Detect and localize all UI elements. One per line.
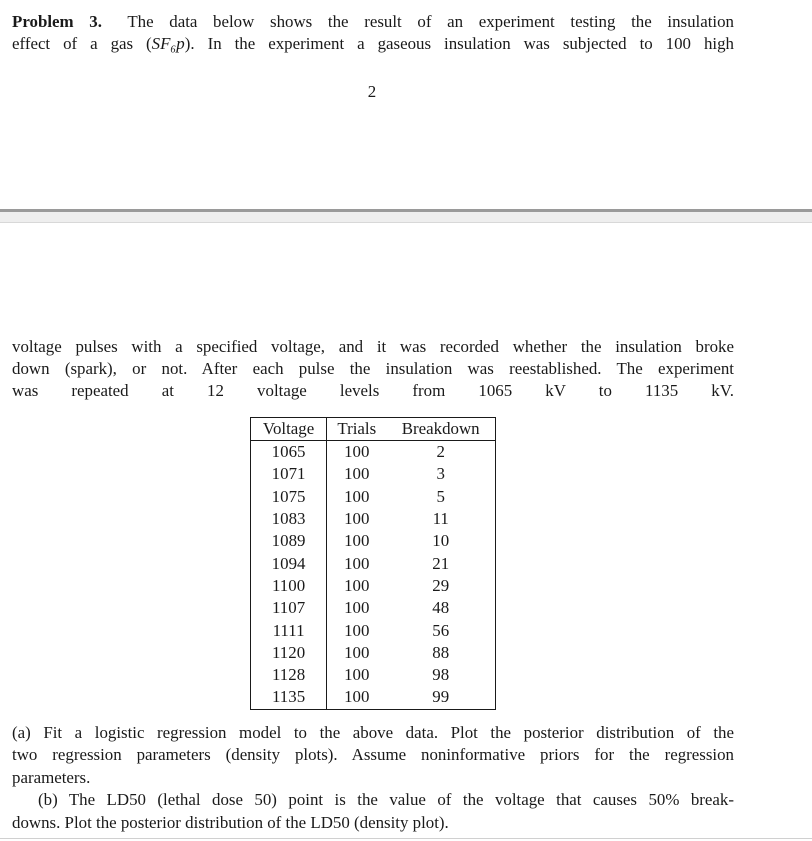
part-b-line-1: (b) The LD50 (lethal dose 50) point is the value of the voltage that causes 50% break-	[38, 790, 734, 810]
table-row	[251, 664, 496, 686]
bottom-rule	[0, 838, 812, 839]
page-number: 2	[367, 82, 377, 101]
page-separator	[0, 209, 812, 223]
table-body	[251, 441, 496, 710]
cell-voltage: 1120	[251, 642, 327, 664]
part-b-line-2: downs. Plot the posterior distribution of the LD50 (density plot).	[12, 812, 449, 832]
cell-breakdown: 10	[432, 531, 450, 551]
table-row	[251, 530, 496, 552]
header-trials: Trials	[327, 418, 387, 441]
header-voltage: Voltage	[251, 418, 327, 441]
continuation-paragraph	[12, 336, 734, 403]
cell-breakdown: 2	[436, 442, 445, 462]
cell-trials: 100	[344, 531, 370, 551]
cell-voltage: 1075	[251, 486, 327, 508]
cell-voltage: 1111	[251, 619, 327, 641]
table-row	[251, 552, 496, 574]
cell-trials: 100	[344, 598, 370, 618]
cell-voltage: 1065	[251, 441, 327, 464]
question-parts	[12, 722, 734, 834]
gas-formula: SF₆p	[151, 34, 185, 54]
cell-voltage: 1135	[251, 686, 327, 709]
cell-trials: 100	[344, 442, 370, 462]
cell-breakdown: 5	[436, 486, 445, 506]
problem-label: Problem 3.	[12, 12, 102, 31]
cell-breakdown: 88	[432, 642, 450, 662]
data-table	[250, 417, 496, 710]
cell-trials: 100	[344, 486, 370, 506]
cell-trials: 100	[344, 687, 370, 707]
cell-breakdown: 99	[432, 687, 450, 707]
continuation-line-2: down (spark), or not. After each pulse the insulation was reestablished. The experiment	[12, 359, 734, 379]
continuation-line-1: voltage pulses with a specified voltage, and it was recorded whether the insulation broke	[12, 337, 734, 356]
table-row	[251, 463, 496, 485]
cell-voltage: 1100	[251, 575, 327, 597]
cell-voltage: 1083	[251, 508, 327, 530]
cell-breakdown: 21	[432, 553, 450, 573]
intro-line-2	[12, 33, 734, 55]
cell-trials: 100	[344, 665, 370, 685]
cell-breakdown: 3	[436, 464, 445, 484]
cell-breakdown: 29	[432, 575, 450, 595]
cell-breakdown: 11	[432, 509, 449, 529]
intro-line-1	[12, 11, 734, 33]
table-row	[251, 597, 496, 619]
cell-breakdown: 48	[432, 598, 450, 618]
table-row	[251, 508, 496, 530]
intro-line1-text: The data below shows the result of an experiment testing the insulation	[127, 12, 735, 31]
cell-voltage: 1071	[251, 463, 327, 485]
table-row	[251, 486, 496, 508]
cell-trials: 100	[344, 620, 370, 640]
cell-voltage: 1094	[251, 552, 327, 574]
cell-trials: 100	[344, 464, 370, 484]
cell-breakdown: 98	[432, 665, 450, 685]
table-row	[251, 575, 496, 597]
cell-trials: 100	[344, 642, 370, 662]
cell-trials: 100	[344, 553, 370, 573]
table-row	[251, 619, 496, 641]
table-row	[251, 642, 496, 664]
cell-voltage: 1107	[251, 597, 327, 619]
cell-breakdown: 56	[432, 620, 450, 640]
table-row	[251, 441, 496, 464]
cell-trials: 100	[344, 509, 370, 529]
intro-line2-after: ). In the experiment a gaseous insulation was subjected to 100 high	[184, 34, 734, 54]
cell-trials: 100	[344, 575, 370, 595]
part-a-line-1: (a) Fit a logistic regression model to the above data. Plot the posterior distribution of the	[12, 723, 734, 742]
header-breakdown: Breakdown	[386, 418, 495, 441]
intro-line2-before: effect of a gas (	[12, 34, 152, 54]
cell-voltage: 1089	[251, 530, 327, 552]
part-a-line-2: two regression parameters (density plots). Assume noninformative priors for the regression	[12, 745, 734, 765]
cell-voltage: 1128	[251, 664, 327, 686]
problem-intro	[12, 11, 734, 55]
table-header-row	[251, 418, 496, 441]
table-row	[251, 686, 496, 709]
continuation-line-3: was repeated at 12 voltage levels from 1065 kV to 1135 kV.	[12, 381, 734, 401]
part-a-line-3: parameters.	[12, 767, 91, 787]
